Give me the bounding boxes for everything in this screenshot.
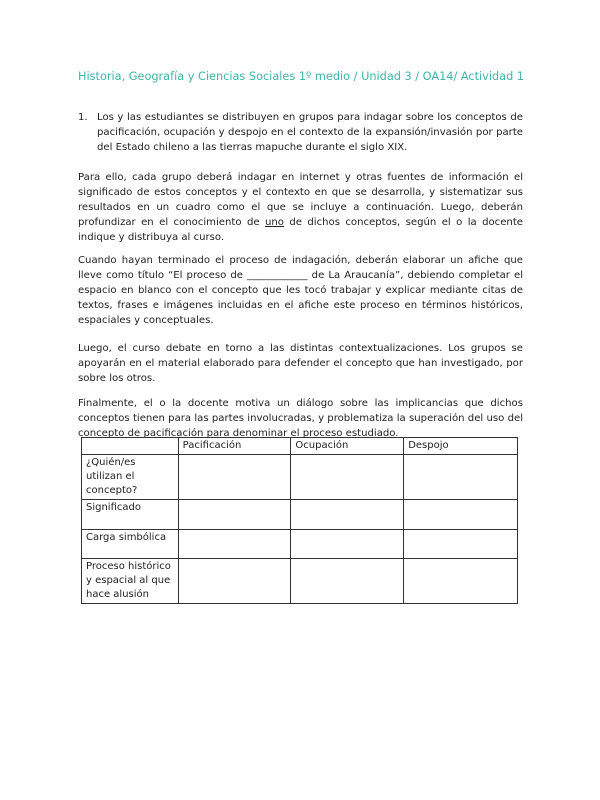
table-cell: [178, 500, 291, 530]
item-number: 1.: [78, 112, 88, 123]
item-text: Los y las estudiantes se distribuyen en grupos para indagar sobre los conceptos de pacificación, ocupación y despojo en el contexto de la expansión/invasión por parte del Estado chileno a las tierras mapuche durante el siglo XIX.: [97, 112, 523, 153]
row-label-cell: Significado: [82, 500, 179, 530]
table-header-cell: [82, 438, 179, 455]
paragraph-2: Cuando hayan terminado el proceso de indagación, deberán elaborar un afiche que lleve como título “El proceso de ____________ de La Araucanía”, debiendo completar el espacio en blanco con el concepto que les tocó trabajar y explicar mediante citas de textos, frases e imágenes incluidas en el afiche este proceso en términos históricos, espaciales y conceptuales.: [78, 255, 523, 326]
paragraph-1-text-a: Para ello, cada grupo deberá indagar en internet y otras fuentes de información el significado de estos conceptos y el contexto en que se desarrolla, y sistematizar sus resultados en un cuadro como el que se incluye a continuación. Luego, deberán profundizar en el conocimiento de: [78, 172, 523, 228]
table-cell: [404, 455, 518, 500]
table-header-cell: Despojo: [404, 438, 518, 455]
row-label: ¿Quién/es utilizan el concepto?: [86, 457, 138, 496]
document-header: Historia, Geografía y Ciencias Sociales 1º medio / Unidad 3 / OA14/ Actividad 1: [78, 70, 525, 83]
table-header-cell: Ocupación: [291, 438, 404, 455]
paragraph-4: Finalmente, el o la docente motiva un diálogo sobre las implicancias que dichos conceptos tienen para las partes involucradas, y problematiza la superación del uso del concepto de pacificación para denominar el proceso estudiado.: [78, 398, 523, 439]
table-cell: [404, 500, 518, 530]
row-label-cell: [82, 455, 179, 500]
table-cell: [178, 530, 291, 559]
table-row: [82, 559, 518, 604]
table-cell: [404, 530, 518, 559]
numbered-item-1: [78, 110, 523, 155]
concepts-table: [81, 437, 518, 604]
table-header-row: [82, 438, 518, 455]
table-cell: [178, 455, 291, 500]
table-cell: [291, 530, 404, 559]
row-label-cell: Proceso histórico y espacial al que hace alusión: [82, 559, 179, 604]
table-cell: [291, 559, 404, 604]
table-row: [82, 530, 518, 559]
paragraph-3: Luego, el curso debate en torno a las distintas contextualizaciones. Los grupos se apoyarán en el material elaborado para defender el concepto que han investigado, por sobre los otros.: [78, 343, 523, 384]
underlined-word: uno: [264, 217, 284, 228]
table-cell: [178, 559, 291, 604]
table-row: [82, 455, 518, 500]
paragraph-1-text-b: de dichos conceptos, según el o la docente indique y distribuya al curso.: [78, 217, 523, 243]
table-cell: [404, 559, 518, 604]
table-header-cell: Pacificación: [178, 438, 291, 455]
table-cell: [291, 500, 404, 530]
table-row: [82, 500, 518, 530]
table-cell: [291, 455, 404, 500]
row-label-cell: Carga simbólica: [82, 530, 179, 559]
paragraph-1: [78, 170, 523, 245]
